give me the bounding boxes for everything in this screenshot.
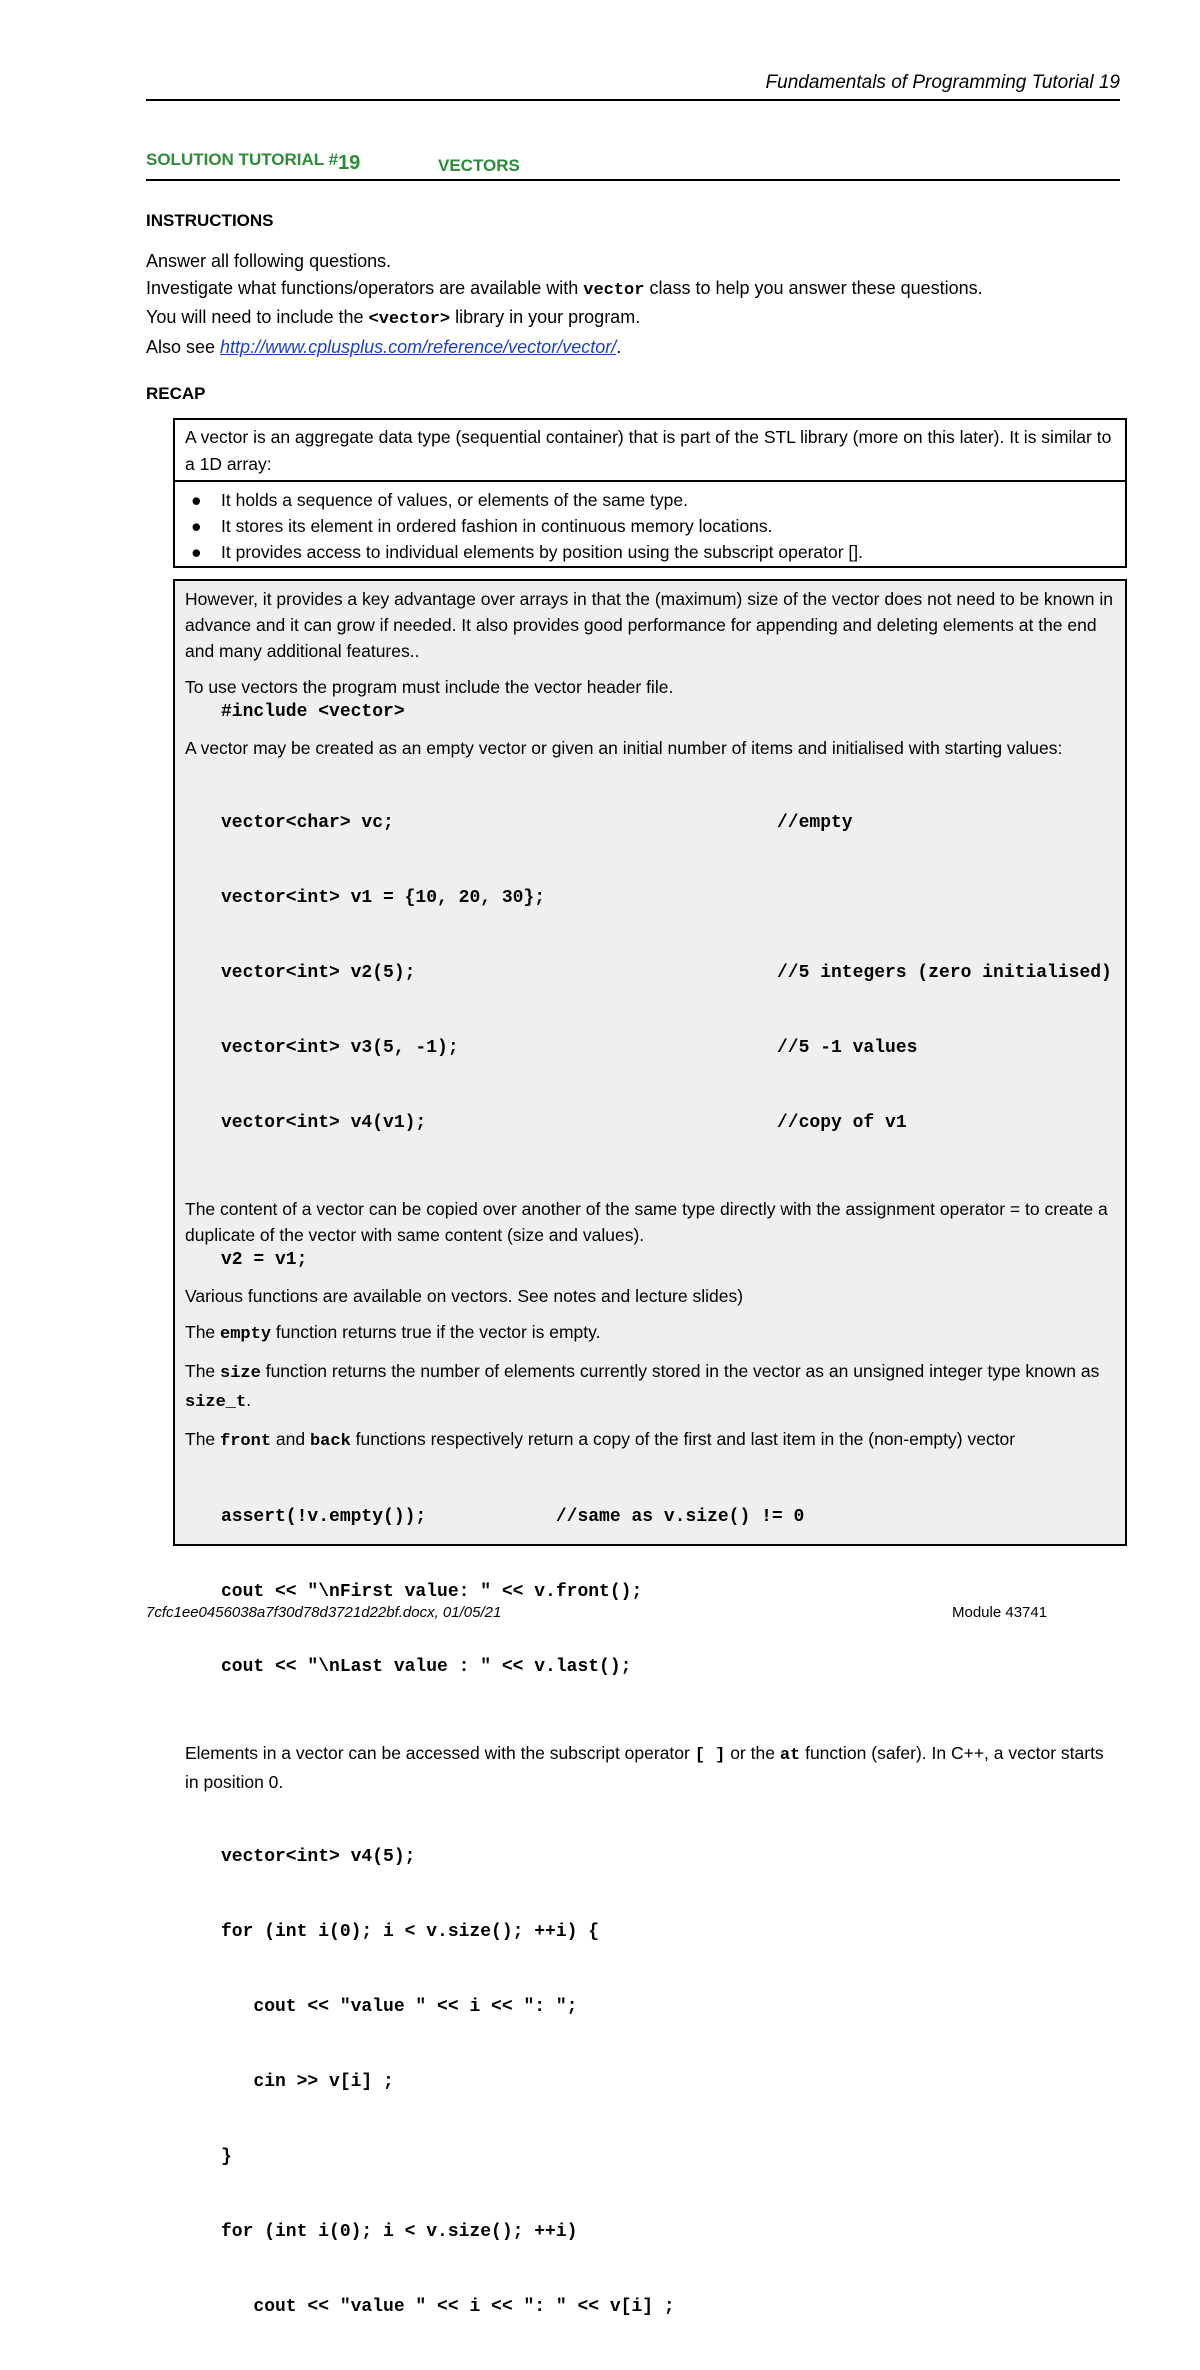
code-line: vector<int> v2(5); //5 integers (zero initialised) <box>221 963 1112 983</box>
code-line: assert(!v.empty()); //same as v.size() != 0 <box>221 1507 805 1527</box>
inline-code: size <box>220 1364 261 1383</box>
title-row <box>146 146 1120 176</box>
code-line: vector<int> v3(5, -1); //5 -1 values <box>221 1038 918 1058</box>
code-line: cin >> v[i] ; <box>221 2072 394 2092</box>
code-assign: v2 = v1; <box>221 1250 308 1270</box>
recap-intro-box: A vector is an aggregate data type (sequential container) that is part of the STL library (more on this later). It is similar to a 1D array: <box>173 418 1127 482</box>
notes-paragraph: Various functions are available on vectors. See notes and lecture slides) <box>185 1286 744 1306</box>
reference-link[interactable]: http://www.cplusplus.com/reference/vector/vector/ <box>220 336 617 357</box>
list-item: ● It holds a sequence of values, or elements of the same type. <box>185 487 1115 513</box>
code-line: vector<int> v4(5); <box>221 1847 416 1867</box>
footer-filename: 7cfc1ee0456038a7f30d78d3721d22bf.docx, 01/05/21 <box>146 1604 502 1621</box>
recap-heading: RECAP <box>146 384 206 403</box>
tutorial-topic: VECTORS <box>438 156 520 175</box>
notes-paragraph: A vector may be created as an empty vector or given an initial number of items and initialised with starting values: <box>185 738 1063 758</box>
code-line: vector<char> vc; //empty <box>221 813 853 833</box>
inline-code: [ ] <box>694 1746 726 1765</box>
notes-paragraph: The empty function returns true if the vector is empty. <box>185 1322 601 1344</box>
bullet-icon: ● <box>191 542 202 562</box>
instructions-line: Answer all following questions. <box>146 251 392 271</box>
tutorial-title <box>146 148 361 174</box>
inline-code: size_t <box>185 1393 247 1412</box>
running-header: Fundamentals of Programming Tutorial 19 <box>765 72 1120 93</box>
code-line: vector<int> v4(v1); //copy of v1 <box>221 1113 907 1133</box>
code-include: #include <vector> <box>221 702 405 722</box>
instructions-line: You will need to include the <vector> library in your program. <box>146 307 641 329</box>
inline-code: at <box>779 1746 801 1765</box>
code-line: cout << "value " << i << ": " << v[i] ; <box>221 2297 675 2317</box>
notes-paragraph: The front and back functions respectively return a copy of the first and last item in the (non-empty) vector <box>185 1429 1016 1451</box>
list-item: ● It stores its element in ordered fashion in continuous memory locations. <box>185 513 1115 539</box>
inline-code: back <box>309 1432 351 1451</box>
code-front-back <box>185 1455 1115 1730</box>
instructions-line: Also see http://www.cplusplus.com/reference/vector/vector/. <box>146 336 622 357</box>
code-line: cout << "value " << i << ": "; <box>221 1997 578 2017</box>
code-line: cout << "\nFirst value: " << v.front(); <box>221 1582 643 1602</box>
code-line: } <box>221 2147 232 2167</box>
instructions-body <box>146 248 1126 360</box>
notes-paragraph: To use vectors the program must include the vector header file. <box>185 677 674 697</box>
inline-code: empty <box>220 1325 272 1344</box>
code-line: vector<int> v1 = {10, 20, 30}; <box>221 888 546 908</box>
bullet-icon: ● <box>191 516 202 536</box>
header-rule <box>146 99 1120 101</box>
tutorial-title-label: SOLUTION TUTORIAL # <box>146 150 339 169</box>
notes-paragraph: The content of a vector can be copied over another of the same type directly with the assignment operator = to create a duplicate of the vector with same content (size and values). <box>185 1199 1108 1245</box>
title-rule <box>146 179 1120 181</box>
code-declarations <box>185 761 1115 1186</box>
inline-code: <vector> <box>368 310 451 329</box>
inline-code: vector <box>583 280 645 300</box>
footer-module: Module 43741 <box>952 1604 1048 1621</box>
tutorial-number: 19 <box>338 152 361 174</box>
code-line: for (int i(0); i < v.size(); ++i) <box>221 2222 578 2242</box>
code-line: cout << "\nLast value : " << v.last(); <box>221 1657 632 1677</box>
instructions-line: Investigate what functions/operators are available with vector class to help you answer these questions. <box>146 277 983 300</box>
bullet-icon: ● <box>191 490 202 510</box>
recap-bullet-list <box>185 487 1115 565</box>
inline-code: front <box>220 1432 272 1451</box>
notes-paragraph: The size function returns the number of elements currently stored in the vector as an unsigned integer type known as size_t. <box>185 1361 1100 1412</box>
code-loop <box>185 1795 1115 2370</box>
list-item: ● It provides access to individual elements by position using the subscript operator []. <box>185 539 1115 565</box>
code-line: for (int i(0); i < v.size(); ++i) { <box>221 1922 600 1942</box>
notes-paragraph: However, it provides a key advantage over arrays in that the (maximum) size of the vector does not need to be known in advance and it can grow if needed. It also provides good performance for appending and deleting elements at the end and many additional features.. <box>185 589 1113 661</box>
recap-bullets-box <box>173 480 1127 568</box>
instructions-heading: INSTRUCTIONS <box>146 211 274 230</box>
notes-paragraph: Elements in a vector can be accessed with the subscript operator [ ] or the at function (safer). In C++, a vector starts in position 0. <box>185 1743 1104 1792</box>
